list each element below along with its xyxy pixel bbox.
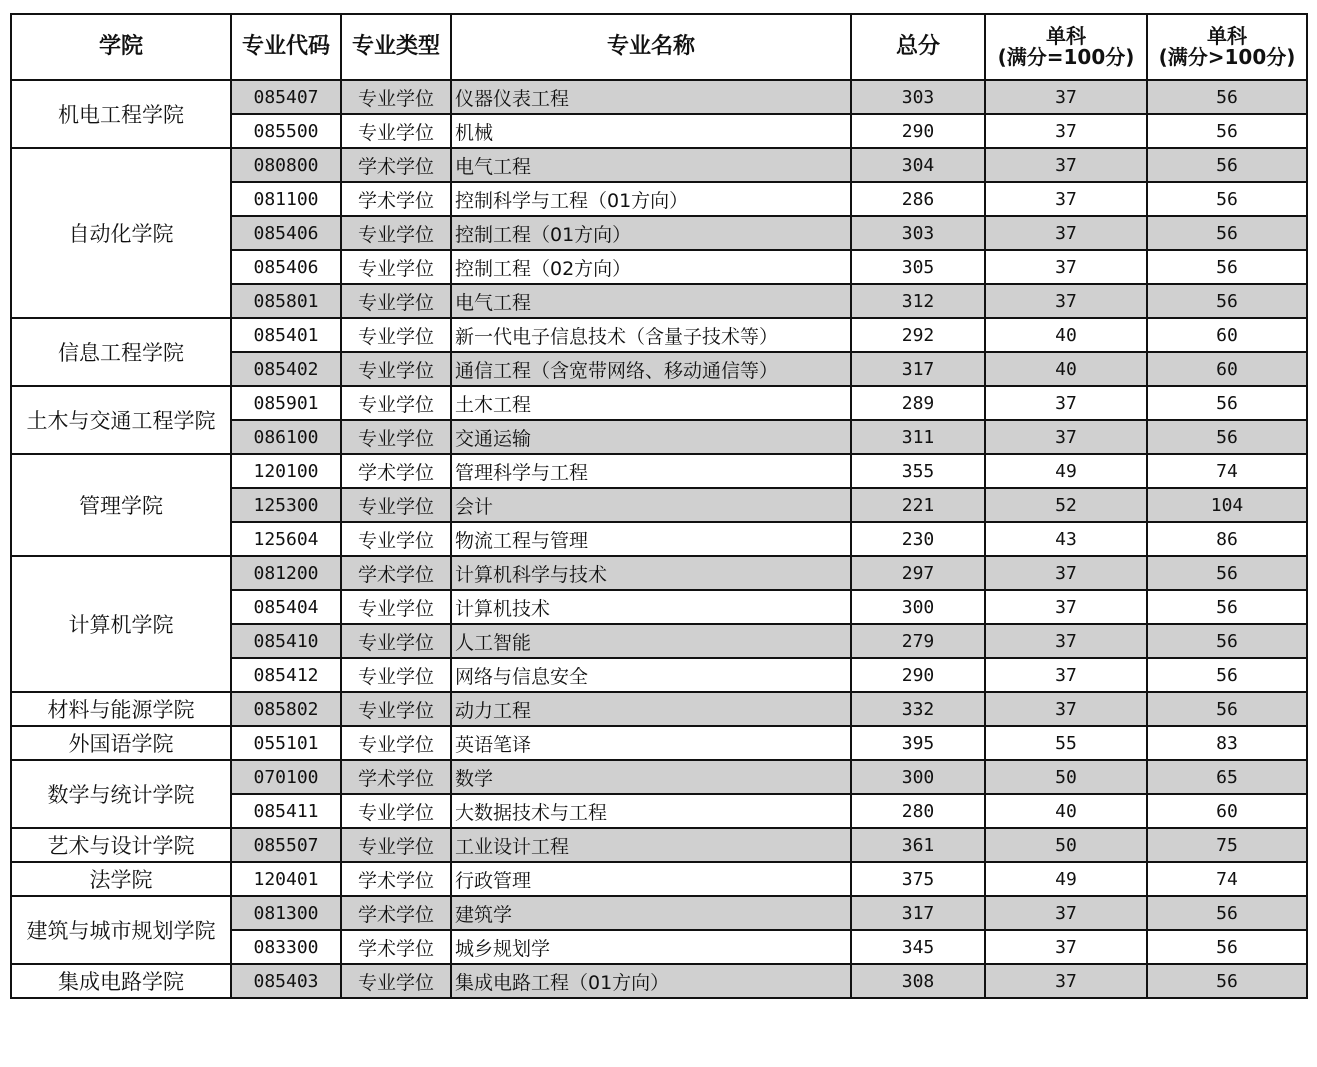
major-code-cell: 085901: [231, 386, 341, 420]
header-single-100: [985, 14, 1147, 80]
total-score-cell: 300: [851, 760, 985, 794]
degree-type-cell: 专业学位: [341, 522, 451, 556]
major-code-cell: 125604: [231, 522, 341, 556]
major-name-cell: 数学: [451, 760, 851, 794]
total-score-cell: 317: [851, 352, 985, 386]
degree-type-cell: 专业学位: [341, 318, 451, 352]
degree-type-cell: 专业学位: [341, 420, 451, 454]
single-100-score-cell: 40: [985, 352, 1147, 386]
total-score-cell: 312: [851, 284, 985, 318]
major-name-cell: 仪器仪表工程: [451, 80, 851, 114]
total-score-cell: 311: [851, 420, 985, 454]
major-name-cell: 交通运输: [451, 420, 851, 454]
major-name-cell: 人工智能: [451, 624, 851, 658]
degree-type-cell: 专业学位: [341, 250, 451, 284]
total-score-cell: 304: [851, 148, 985, 182]
major-name-cell: 管理科学与工程: [451, 454, 851, 488]
degree-type-cell: 专业学位: [341, 828, 451, 862]
major-code-cell: 085406: [231, 216, 341, 250]
total-score-cell: 221: [851, 488, 985, 522]
single-over-100-score-cell: 60: [1147, 318, 1307, 352]
major-name-cell: 城乡规划学: [451, 930, 851, 964]
major-code-cell: 085403: [231, 964, 341, 998]
header-single-100-line1: 单科: [1046, 24, 1086, 48]
major-code-cell: 085410: [231, 624, 341, 658]
single-over-100-score-cell: 83: [1147, 726, 1307, 760]
degree-type-cell: 专业学位: [341, 386, 451, 420]
major-code-cell: 085404: [231, 590, 341, 624]
header-single-over-100-line2: (满分>100分): [1158, 45, 1296, 69]
total-score-cell: 300: [851, 590, 985, 624]
single-over-100-score-cell: 56: [1147, 624, 1307, 658]
college-cell: 集成电路学院: [11, 964, 231, 998]
total-score-cell: 317: [851, 896, 985, 930]
major-code-cell: 125300: [231, 488, 341, 522]
single-100-score-cell: 37: [985, 624, 1147, 658]
header-name: 专业名称: [451, 14, 851, 80]
single-100-score-cell: 40: [985, 318, 1147, 352]
single-100-score-cell: 37: [985, 250, 1147, 284]
single-100-score-cell: 43: [985, 522, 1147, 556]
single-over-100-score-cell: 56: [1147, 80, 1307, 114]
major-code-cell: 085406: [231, 250, 341, 284]
single-over-100-score-cell: 60: [1147, 352, 1307, 386]
major-name-cell: 大数据技术与工程: [451, 794, 851, 828]
college-cell: 建筑与城市规划学院: [11, 896, 231, 964]
major-name-cell: 动力工程: [451, 692, 851, 726]
major-code-cell: 085407: [231, 80, 341, 114]
single-100-score-cell: 37: [985, 386, 1147, 420]
college-cell: 数学与统计学院: [11, 760, 231, 828]
total-score-cell: 290: [851, 114, 985, 148]
single-over-100-score-cell: 56: [1147, 964, 1307, 998]
degree-type-cell: 专业学位: [341, 590, 451, 624]
header-single-100-line2: (满分=100分): [997, 45, 1135, 69]
degree-type-cell: 学术学位: [341, 896, 451, 930]
degree-type-cell: 专业学位: [341, 80, 451, 114]
table-row: [11, 556, 1307, 590]
single-100-score-cell: 37: [985, 964, 1147, 998]
single-100-score-cell: 37: [985, 284, 1147, 318]
major-name-cell: 物流工程与管理: [451, 522, 851, 556]
degree-type-cell: 学术学位: [341, 454, 451, 488]
major-code-cell: 085500: [231, 114, 341, 148]
major-code-cell: 081200: [231, 556, 341, 590]
single-100-score-cell: 52: [985, 488, 1147, 522]
major-name-cell: 集成电路工程（01方向）: [451, 964, 851, 998]
single-100-score-cell: 37: [985, 930, 1147, 964]
table-row: [11, 318, 1307, 352]
major-code-cell: 085401: [231, 318, 341, 352]
degree-type-cell: 学术学位: [341, 862, 451, 896]
major-code-cell: 120100: [231, 454, 341, 488]
header-type: 专业类型: [341, 14, 451, 80]
total-score-cell: 375: [851, 862, 985, 896]
single-over-100-score-cell: 56: [1147, 658, 1307, 692]
degree-type-cell: 学术学位: [341, 760, 451, 794]
single-100-score-cell: 37: [985, 80, 1147, 114]
single-100-score-cell: 50: [985, 760, 1147, 794]
table-row: [11, 386, 1307, 420]
total-score-cell: 286: [851, 182, 985, 216]
single-100-score-cell: 50: [985, 828, 1147, 862]
major-name-cell: 英语笔译: [451, 726, 851, 760]
total-score-cell: 290: [851, 658, 985, 692]
college-cell: 土木与交通工程学院: [11, 386, 231, 454]
single-over-100-score-cell: 56: [1147, 284, 1307, 318]
major-name-cell: 建筑学: [451, 896, 851, 930]
table-row: [11, 148, 1307, 182]
major-code-cell: 085801: [231, 284, 341, 318]
header-code: 专业代码: [231, 14, 341, 80]
major-name-cell: 控制工程（01方向）: [451, 216, 851, 250]
college-cell: 法学院: [11, 862, 231, 896]
table-row: [11, 964, 1307, 998]
table-row: [11, 760, 1307, 794]
table-row: [11, 80, 1307, 114]
header-row: [11, 14, 1307, 80]
single-over-100-score-cell: 56: [1147, 182, 1307, 216]
single-100-score-cell: 37: [985, 896, 1147, 930]
total-score-cell: 345: [851, 930, 985, 964]
single-over-100-score-cell: 56: [1147, 896, 1307, 930]
degree-type-cell: 学术学位: [341, 930, 451, 964]
major-code-cell: 120401: [231, 862, 341, 896]
single-100-score-cell: 37: [985, 182, 1147, 216]
single-over-100-score-cell: 56: [1147, 930, 1307, 964]
single-over-100-score-cell: 56: [1147, 420, 1307, 454]
degree-type-cell: 专业学位: [341, 216, 451, 250]
single-100-score-cell: 37: [985, 420, 1147, 454]
major-name-cell: 通信工程（含宽带网络、移动通信等）: [451, 352, 851, 386]
single-over-100-score-cell: 56: [1147, 114, 1307, 148]
single-over-100-score-cell: 56: [1147, 556, 1307, 590]
table-row: [11, 896, 1307, 930]
major-name-cell: 电气工程: [451, 284, 851, 318]
total-score-cell: 305: [851, 250, 985, 284]
single-over-100-score-cell: 65: [1147, 760, 1307, 794]
major-code-cell: 086100: [231, 420, 341, 454]
single-100-score-cell: 49: [985, 454, 1147, 488]
single-100-score-cell: 40: [985, 794, 1147, 828]
degree-type-cell: 专业学位: [341, 658, 451, 692]
degree-type-cell: 专业学位: [341, 624, 451, 658]
single-over-100-score-cell: 56: [1147, 590, 1307, 624]
major-code-cell: 055101: [231, 726, 341, 760]
degree-type-cell: 专业学位: [341, 794, 451, 828]
total-score-cell: 355: [851, 454, 985, 488]
single-over-100-score-cell: 56: [1147, 692, 1307, 726]
single-over-100-score-cell: 75: [1147, 828, 1307, 862]
college-cell: 机电工程学院: [11, 80, 231, 148]
degree-type-cell: 专业学位: [341, 726, 451, 760]
major-code-cell: 085412: [231, 658, 341, 692]
major-name-cell: 工业设计工程: [451, 828, 851, 862]
degree-type-cell: 学术学位: [341, 182, 451, 216]
single-100-score-cell: 37: [985, 692, 1147, 726]
total-score-cell: 361: [851, 828, 985, 862]
major-name-cell: 计算机技术: [451, 590, 851, 624]
total-score-cell: 303: [851, 216, 985, 250]
major-name-cell: 控制科学与工程（01方向）: [451, 182, 851, 216]
degree-type-cell: 学术学位: [341, 556, 451, 590]
major-name-cell: 电气工程: [451, 148, 851, 182]
single-100-score-cell: 49: [985, 862, 1147, 896]
single-over-100-score-cell: 60: [1147, 794, 1307, 828]
total-score-cell: 297: [851, 556, 985, 590]
major-code-cell: 085507: [231, 828, 341, 862]
college-cell: 材料与能源学院: [11, 692, 231, 726]
major-code-cell: 085411: [231, 794, 341, 828]
total-score-cell: 280: [851, 794, 985, 828]
total-score-cell: 332: [851, 692, 985, 726]
table-row: [11, 454, 1307, 488]
major-name-cell: 行政管理: [451, 862, 851, 896]
major-name-cell: 网络与信息安全: [451, 658, 851, 692]
table-row: [11, 862, 1307, 896]
score-line-table: [10, 13, 1308, 999]
major-name-cell: 新一代电子信息技术（含量子技术等）: [451, 318, 851, 352]
major-code-cell: 083300: [231, 930, 341, 964]
college-cell: 外国语学院: [11, 726, 231, 760]
single-100-score-cell: 37: [985, 590, 1147, 624]
major-code-cell: 080800: [231, 148, 341, 182]
total-score-cell: 292: [851, 318, 985, 352]
college-cell: 管理学院: [11, 454, 231, 556]
single-over-100-score-cell: 56: [1147, 216, 1307, 250]
major-code-cell: 085802: [231, 692, 341, 726]
total-score-cell: 303: [851, 80, 985, 114]
degree-type-cell: 学术学位: [341, 148, 451, 182]
single-over-100-score-cell: 56: [1147, 250, 1307, 284]
single-100-score-cell: 37: [985, 148, 1147, 182]
table-row: [11, 726, 1307, 760]
table-row: [11, 828, 1307, 862]
header-single-over-100-line1: 单科: [1207, 24, 1247, 48]
degree-type-cell: 专业学位: [341, 284, 451, 318]
major-name-cell: 控制工程（02方向）: [451, 250, 851, 284]
single-100-score-cell: 37: [985, 658, 1147, 692]
major-name-cell: 计算机科学与技术: [451, 556, 851, 590]
header-total: 总分: [851, 14, 985, 80]
single-100-score-cell: 37: [985, 556, 1147, 590]
table-row: [11, 692, 1307, 726]
total-score-cell: 395: [851, 726, 985, 760]
major-name-cell: 会计: [451, 488, 851, 522]
college-cell: 自动化学院: [11, 148, 231, 318]
total-score-cell: 279: [851, 624, 985, 658]
major-name-cell: 机械: [451, 114, 851, 148]
college-cell: 信息工程学院: [11, 318, 231, 386]
degree-type-cell: 专业学位: [341, 692, 451, 726]
major-code-cell: 070100: [231, 760, 341, 794]
major-name-cell: 土木工程: [451, 386, 851, 420]
single-over-100-score-cell: 104: [1147, 488, 1307, 522]
degree-type-cell: 专业学位: [341, 352, 451, 386]
single-over-100-score-cell: 56: [1147, 148, 1307, 182]
college-cell: 艺术与设计学院: [11, 828, 231, 862]
total-score-cell: 289: [851, 386, 985, 420]
header-college: 学院: [11, 14, 231, 80]
single-100-score-cell: 37: [985, 114, 1147, 148]
single-100-score-cell: 55: [985, 726, 1147, 760]
total-score-cell: 308: [851, 964, 985, 998]
major-code-cell: 081300: [231, 896, 341, 930]
degree-type-cell: 专业学位: [341, 488, 451, 522]
header-single-over-100: [1147, 14, 1307, 80]
single-over-100-score-cell: 74: [1147, 454, 1307, 488]
major-code-cell: 081100: [231, 182, 341, 216]
single-over-100-score-cell: 86: [1147, 522, 1307, 556]
college-cell: 计算机学院: [11, 556, 231, 692]
total-score-cell: 230: [851, 522, 985, 556]
single-over-100-score-cell: 74: [1147, 862, 1307, 896]
single-over-100-score-cell: 56: [1147, 386, 1307, 420]
degree-type-cell: 专业学位: [341, 964, 451, 998]
table-body: [11, 80, 1307, 998]
major-code-cell: 085402: [231, 352, 341, 386]
single-100-score-cell: 37: [985, 216, 1147, 250]
degree-type-cell: 专业学位: [341, 114, 451, 148]
